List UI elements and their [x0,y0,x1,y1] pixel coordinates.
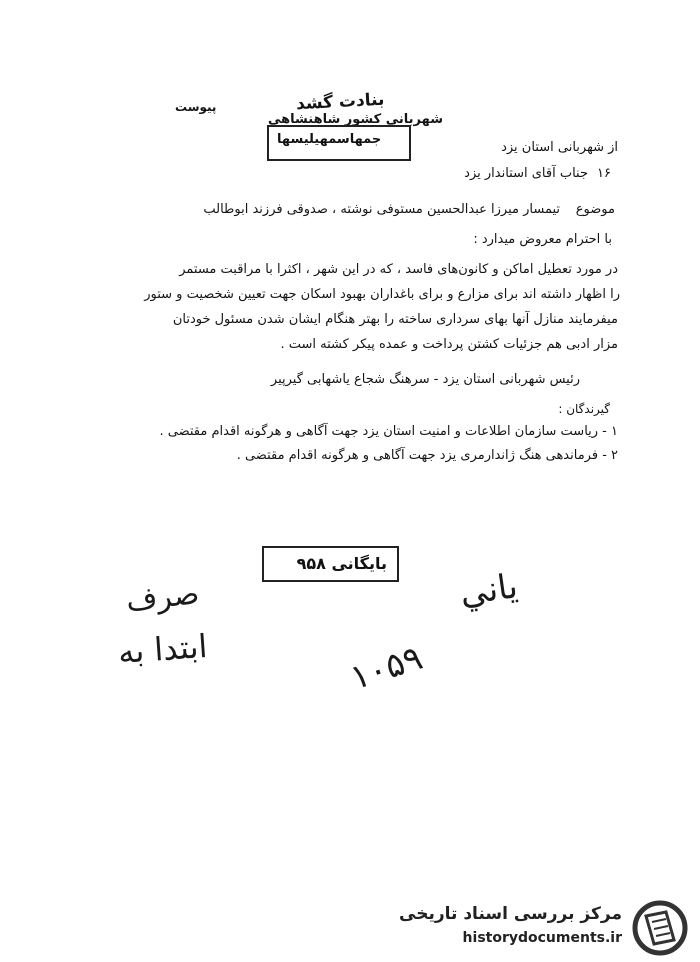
recipient-line: جناب آقای استاندار یزد [464,166,588,181]
handwritten-file-number: ۱۰۵۹ [345,637,428,699]
attachment-label: پیوست [175,100,217,114]
body-line: در مورد تعطیل اماکن و کانون‌های فاسد ، که در این شهر ، اکثرا با مراقبت مستمر [179,262,618,277]
signatory-line: رئیس شهربانی استان یزد - سرهنگ شجاع یاشهابی گیرپیر [270,372,580,387]
body-line: مزار ادبی هم جزئیات کشتن پرداخت و عمده پیکر کشته است . [280,337,618,352]
watermark-logo-icon [632,900,688,956]
recipients-heading: گیرندگان : [558,402,610,416]
subject-text: تیمسار میرزا عبدالحسین مستوفی نوشته ، صدوقی فرزند ابوطالب [203,202,560,217]
header-stamp-box [267,125,411,161]
recipient-item: ۲ - فرماندهی هنگ ژاندارمری یزد جهت آگاهی و هرگونه اقدام مقتضی . [236,448,618,463]
archive-stamp-text: بایگانی ۹۵۸ [296,554,387,573]
handwritten-note: ابتدا به [116,626,209,672]
salutation: با احترام معروض میدارد : [473,232,612,247]
archive-stamp-box [262,546,399,582]
ministry-heading: شهربانی کشور شاهنشاهی [268,112,443,127]
watermark-url: historydocuments.ir [462,930,622,946]
handwritten-note: صرف [124,576,201,619]
handwritten-signature: ياني [457,566,521,614]
watermark-name: مرکز بررسی اسناد تاریخی [399,904,622,924]
recipient-number: ۱۶ [597,166,611,181]
sender-line: از شهربانی استان یزد [501,140,618,155]
subject-label: موضوع [575,202,615,217]
header-stamp-text: جمهاسمهیلیسها [277,132,382,147]
body-line: را اظهار داشته اند برای مزارع و برای باغداران بهبود اسکان جهت تعیین شخصیت و ستور [144,287,620,302]
recipient-item: ۱ - ریاست سازمان اطلاعات و امنیت استان یزد جهت آگاهی و هرگونه اقدام مقتضی . [159,424,618,439]
body-line: میفرمایند منازل آنها بهای سرداری ساخته را بهتر هنگام ایشان شدن مسئول خودتان [172,312,618,327]
classification-heading: بنادت گشد [295,89,385,115]
